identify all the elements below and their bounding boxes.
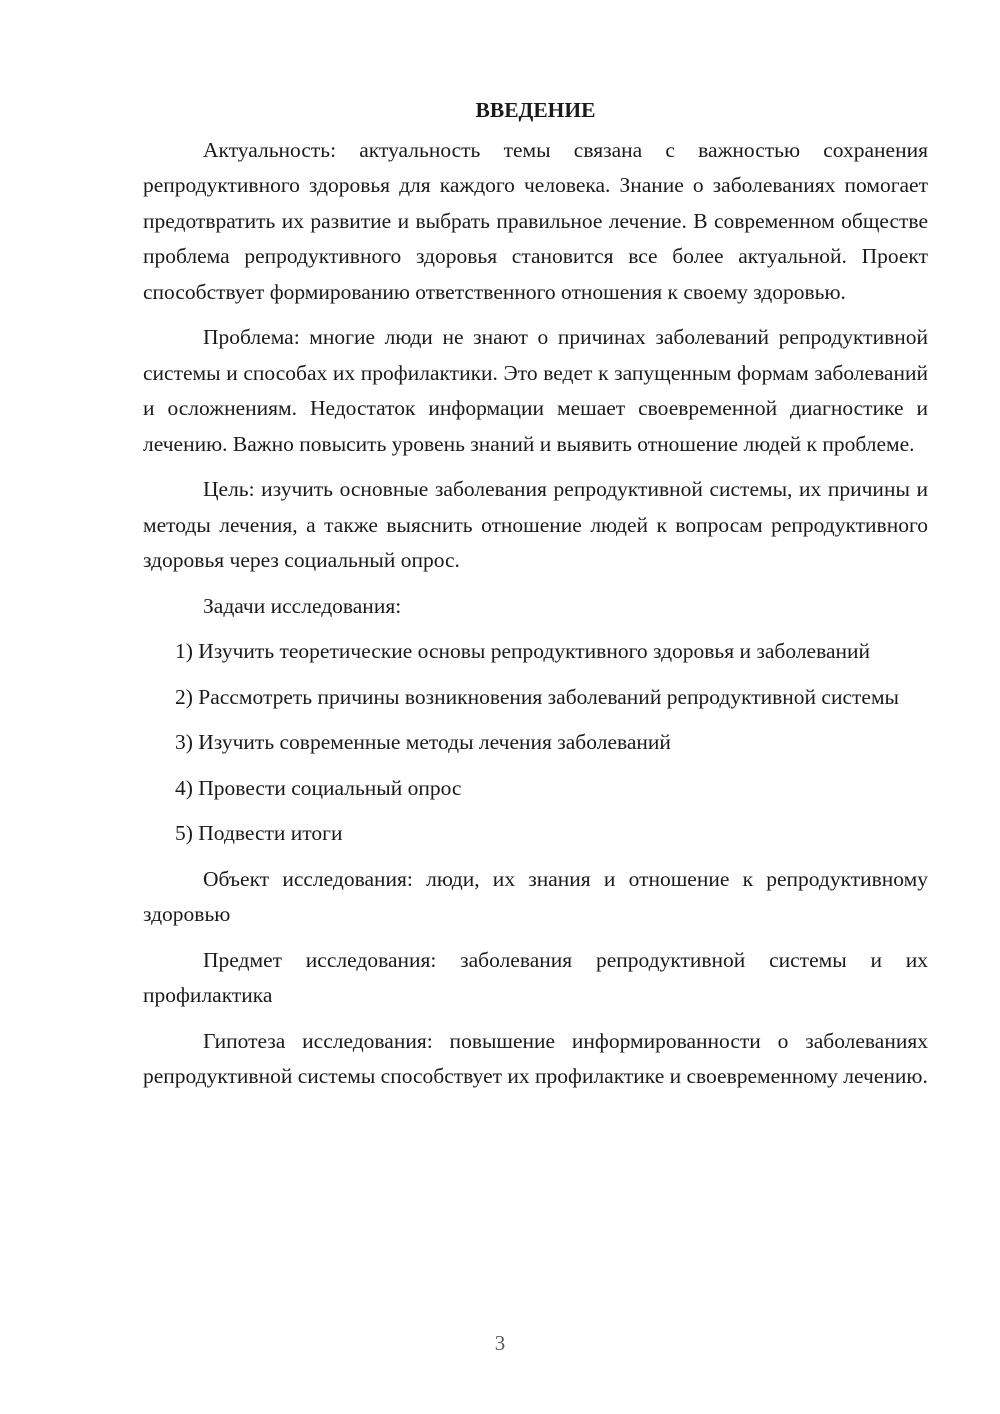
page-title: ВВЕДЕНИЕ — [475, 98, 596, 122]
task-item-3: 3) Изучить современные методы лечения заболеваний — [175, 730, 671, 754]
paragraph-goal: Цель: изучить основные заболевания репродуктивной системы, их причины и методы лечения, а также выяснить отношение людей к вопросам репродуктивного здоровья через социальный опрос. — [143, 477, 928, 572]
task-item-1: 1) Изучить теоретические основы репродуктивного здоровья и заболеваний — [175, 639, 871, 663]
paragraph-hypothesis: Гипотеза исследования: повышение информированности о заболеваниях репродуктивной системы способствует их профилактике и своевременному лечению. — [143, 1028, 928, 1088]
page-number: 3 — [494, 1331, 506, 1355]
paragraph-subject: Предмет исследования: заболевания репродуктивной системы и их профилактика — [143, 947, 928, 1007]
task-item-4: 4) Провести социальный опрос — [175, 775, 462, 800]
paragraph-relevance: Актуальность: актуальность темы связана с важностью сохранения репродуктивного здоровья для каждого человека. Знание о заболеваниях помогает предотвратить их развитие и выбрать правильное лечение. В современном обществе проблема репродуктивного здоровья становится все более актуальной. Проект способствует формированию ответственного отношения к своему здоровью. — [143, 137, 928, 304]
task-item-5: 5) Подвести итоги — [175, 821, 343, 845]
page-content — [143, 93, 928, 1095]
paragraph-object: Объект исследования: люди, их знания и отношение к репродуктивному здоровью — [143, 866, 928, 926]
task-item-2: 2) Рассмотреть причины возникновения заболеваний репродуктивной системы — [175, 684, 899, 709]
paragraph-problem: Проблема: многие люди не знают о причинах заболеваний репродуктивной системы и способах их профилактики. Это ведет к запущенным формам заболеваний и осложнениям. Недостаток информации мешает своевременной диагностике и лечению. Важно повысить уровень знаний и выявить отношение людей к проблеме. — [143, 325, 928, 456]
tasks-heading: Задачи исследования: — [203, 593, 402, 618]
